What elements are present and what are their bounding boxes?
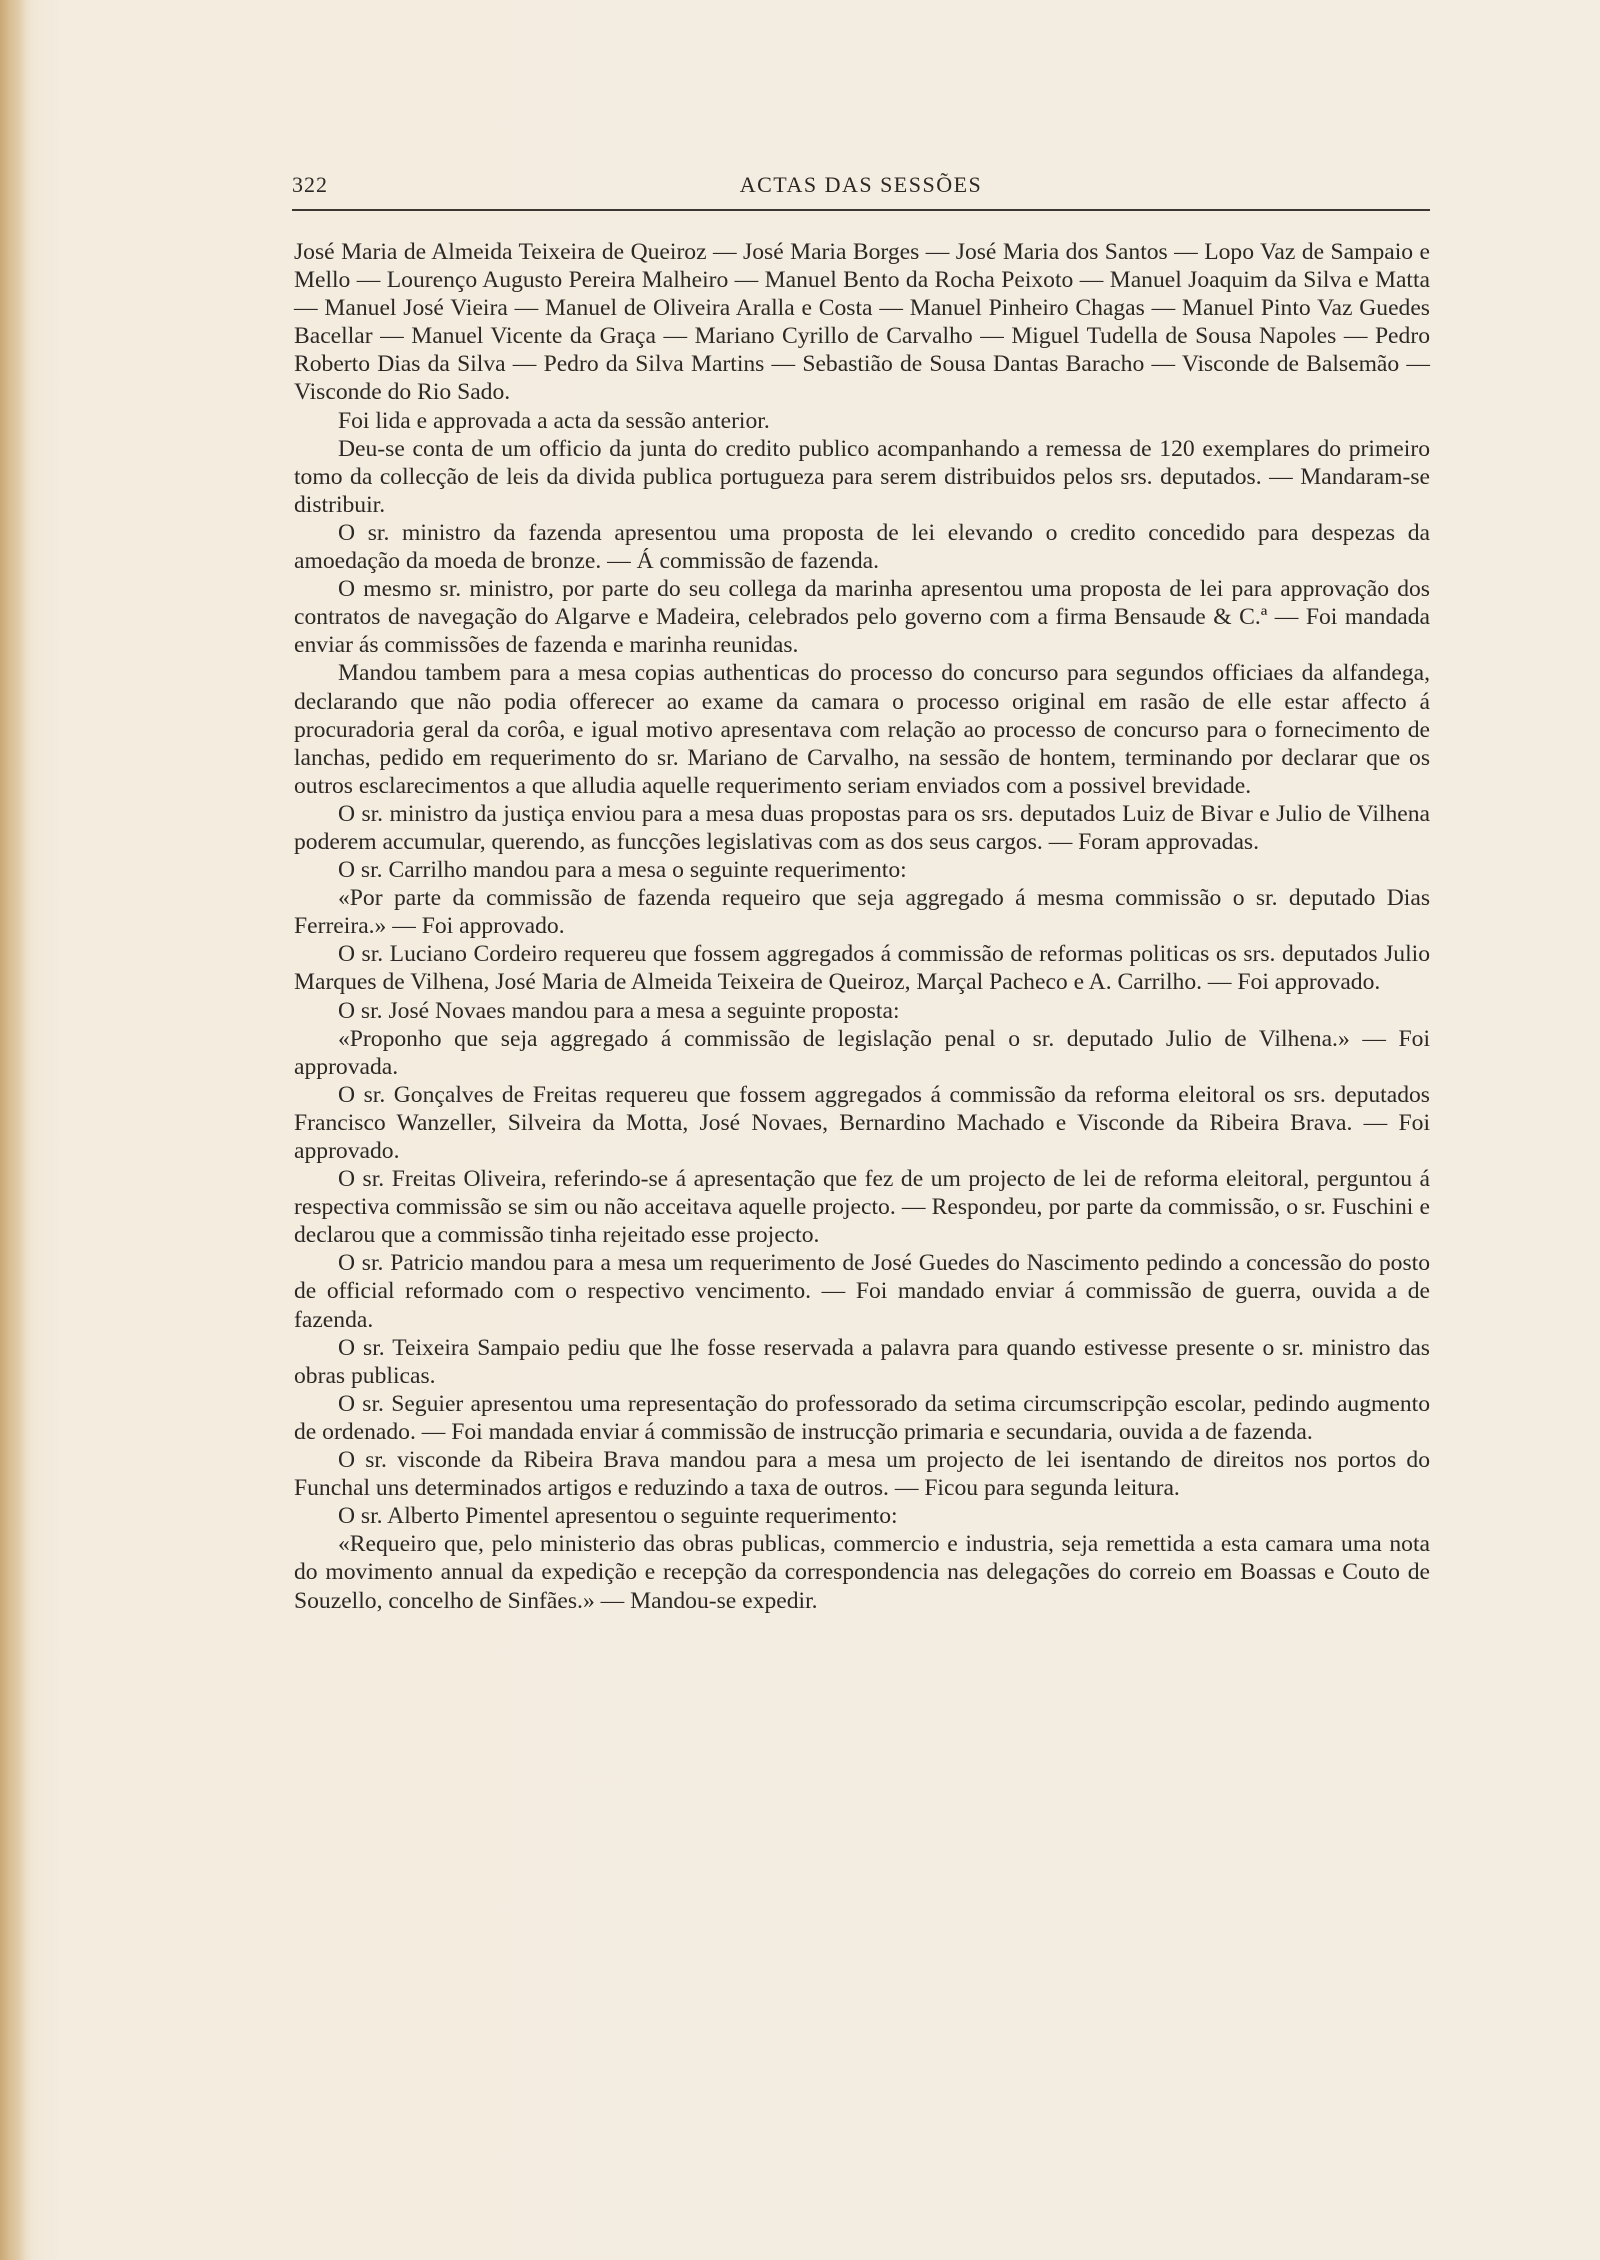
- paragraph: O sr. Patricio mandou para a mesa um requerimento de José Guedes do Nascimento pedindo a concessão do posto de official reformado com o respectivo vencimento. — Foi mandado enviar á commissão de guerra, ouvida a de fazenda.: [294, 1250, 1430, 1333]
- paragraph: O sr. ministro da fazenda apresentou uma proposta de lei elevando o credito concedido para despezas da amoedação da moeda de bronze. — Á commissão de fazenda.: [294, 519, 1430, 575]
- paragraph-quote: «Por parte da commissão de fazenda requeiro que seja aggregado á mesma commissão o sr. deputado Dias Ferreira.» — Foi approvado.: [294, 885, 1430, 940]
- paragraph: Deu-se conta de um officio da junta do credito publico acompanhando a remessa de 120 exemplares do primeiro tomo da collecção de leis da divida publica portugueza para serem distribuidos pelos srs. deputados. — Mandaram-se distribuir.: [294, 435, 1430, 518]
- paragraph: O sr. Freitas Oliveira, referindo-se á apresentação que fez de um projecto de lei de reforma eleitoral, perguntou á respectiva commissão se sim ou não acceitava aquelle projecto. — Respondeu, por parte da commissão, o sr. Fuschini e declarou que a commissão tinha rejeitado esse projecto.: [294, 1166, 1430, 1249]
- paragraph: O sr. visconde da Ribeira Brava mandou para a mesa um projecto de lei isentando de direitos nos portos do Funchal uns determinados artigos e reduzindo a taxa de outros. — Ficou para segunda leitura.: [294, 1447, 1430, 1502]
- paragraph-quote: «Requeiro que, pelo ministerio das obras publicas, commercio e industria, seja remettida a esta camara uma nota do movimento annual da expedição e recepção da correspondencia nas delegações do correio em Boassas e Couto de Souzello, concelho de Sinfães.» — Mandou-se expedir.: [294, 1531, 1430, 1614]
- paragraph: O sr. Alberto Pimentel apresentou o seguinte requerimento:: [338, 1503, 898, 1530]
- paragraph: O sr. Teixeira Sampaio pediu que lhe fosse reservada a palavra para quando estivesse presente o sr. ministro das obras publicas.: [294, 1334, 1430, 1389]
- page-header: [292, 172, 1430, 208]
- paragraph: O mesmo sr. ministro, por parte do seu collega da marinha apresentou uma proposta de lei para approvação dos contratos de navegação do Algarve e Madeira, celebrados pelo governo com a firma Bensaude & C.ª — Foi mandada enviar ás commissões de fazenda e marinha reunidas.: [294, 576, 1430, 659]
- paragraph: O sr. Luciano Cordeiro requereu que fossem aggregados á commissão de reformas politicas os srs. deputados Julio Marques de Vilhena, José Maria de Almeida Teixeira de Queiroz, Marçal Pacheco e A. Carrilho. — Foi approvado.: [294, 941, 1430, 996]
- paragraph: O sr. ministro da justiça enviou para a mesa duas propostas para os srs. deputados Luiz de Bivar e Julio de Vilhena poderem accumular, querendo, as funcções legislativas com as dos seus cargos. — Foram approvadas.: [294, 800, 1430, 855]
- body-text: [294, 238, 1430, 1615]
- running-title: ACTAS DAS SESSÕES: [739, 172, 983, 197]
- paragraph: Mandou tambem para a mesa copias authenticas do processo do concurso para segundos officiaes da alfandega, declarando que não podia offerecer ao exame da camara o processo original em rasão de elle estar affecto á procuradoria geral da corôa, e igual motivo apresentava com relação ao processo de concurso para o fornecimento de lanchas, pedido em requerimento do sr. Mariano de Carvalho, na sessão de hontem, terminando por declarar que os outros esclarecimentos a que alludia aquelle requerimento seriam enviados com a possivel brevidade.: [294, 660, 1430, 799]
- header-rule: [292, 209, 1430, 211]
- paragraph-quote: «Proponho que seja aggregado á commissão de legislação penal o sr. deputado Julio de Vilhena.» — Foi approvada.: [294, 1025, 1430, 1080]
- paragraph: O sr. Seguier apresentou uma representação do professorado da setima circumscripção escolar, pedindo augmento de ordenado. — Foi mandada enviar á commissão de instrucção primaria e secundaria, ouvida a de fazenda.: [294, 1390, 1430, 1445]
- paragraph-attendee-list: José Maria de Almeida Teixeira de Queiroz — José Maria Borges — José Maria dos Santos — Lopo Vaz de Sampaio e Mello — Lourenço Augusto Pereira Malheiro — Manuel Bento da Rocha Peixoto — Manuel Joaquim da Silva e Matta — Manuel José Vieira — Manuel de Oliveira Aralla e Costa — Manuel Pinheiro Chagas — Manuel Pinto Vaz Guedes Bacellar — Manuel Vicente da Graça — Mariano Cyrillo de Carvalho — Miguel Tudella de Sousa Napoles — Pedro Roberto Dias da Silva — Pedro da Silva Martins — Sebastião de Sousa Dantas Baracho — Visconde de Balsemão — Visconde do Rio Sado.: [294, 239, 1430, 406]
- paragraph: Foi lida e approvada a acta da sessão anterior.: [338, 407, 770, 434]
- paragraph: O sr. José Novaes mandou para a mesa a seguinte proposta:: [338, 997, 900, 1024]
- page-number: 322: [292, 172, 328, 197]
- paragraph: O sr. Carrilho mandou para a mesa o seguinte requerimento:: [338, 857, 907, 884]
- paragraph: O sr. Gonçalves de Freitas requereu que fossem aggregados á commissão da reforma eleitoral os srs. deputados Francisco Wanzeller, Silveira da Motta, José Novaes, Bernardino Machado e Visconde da Ribeira Brava. — Foi approvado.: [294, 1081, 1430, 1164]
- binding-edge: [0, 0, 26, 2260]
